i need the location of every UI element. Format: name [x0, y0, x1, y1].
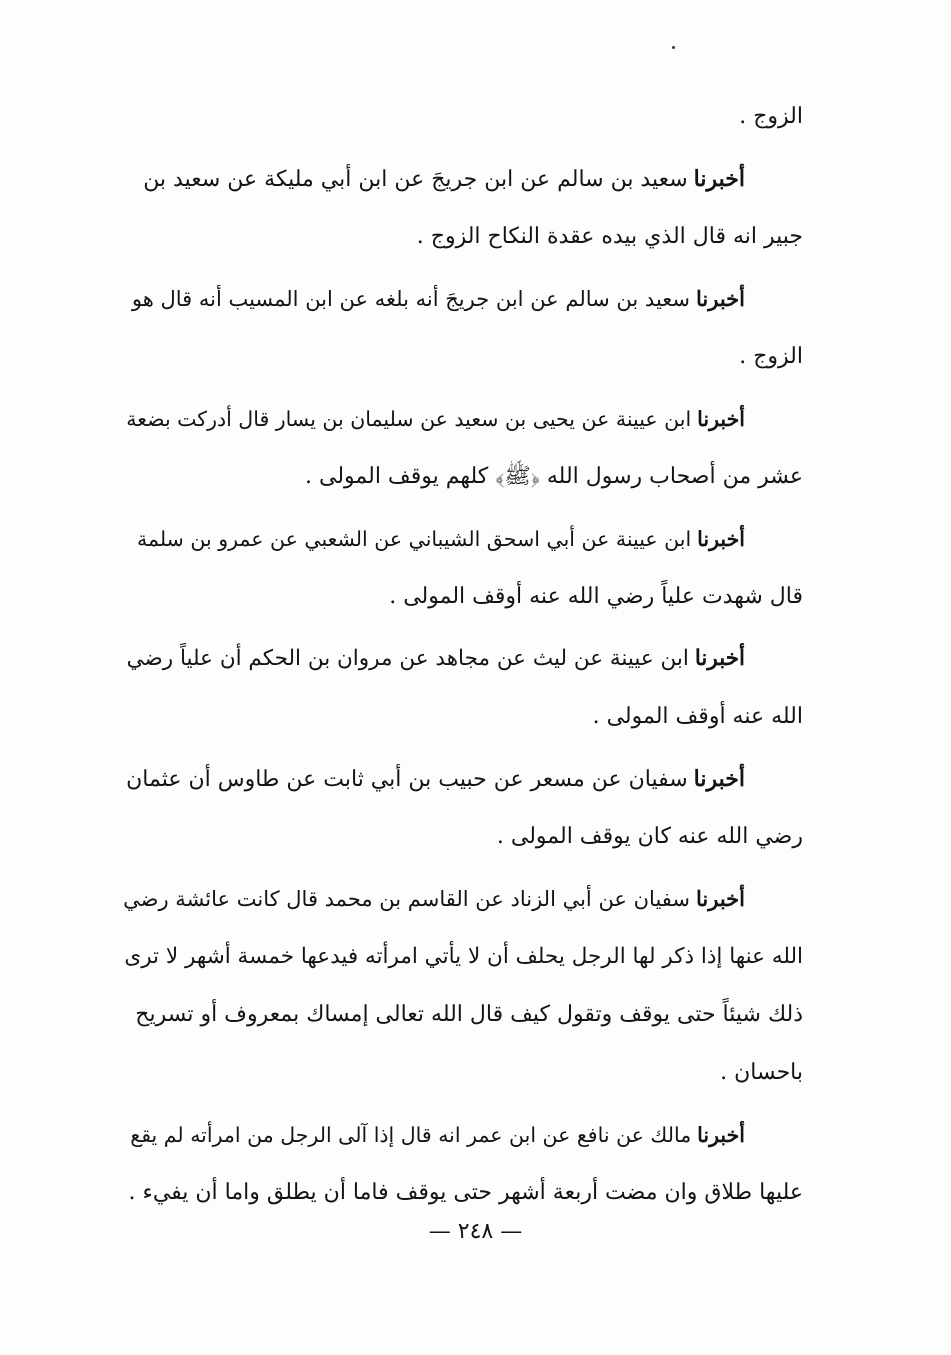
line-text: عشر من أصحاب رسول الله ﴿ﷺ﴾ كلهم يوقف المولى .: [305, 464, 803, 489]
hadith-paragraph: [123, 88, 803, 146]
text-line: [123, 390, 803, 448]
scan-speck: [672, 46, 675, 49]
narration-lead: أخبرنا: [696, 886, 745, 911]
hadith-paragraph: [123, 630, 803, 746]
narration-lead: أخبرنا: [693, 766, 745, 792]
hadith-paragraph: [123, 150, 803, 266]
line-text: الزوج .: [739, 344, 803, 369]
text-line: [123, 1044, 803, 1102]
text-line: [123, 88, 803, 146]
line-text: رضي الله عنه كان يوقف المولى .: [496, 824, 803, 849]
text-line: [123, 150, 803, 208]
text-line: [123, 688, 803, 746]
line-text: باحسان .: [720, 1060, 803, 1085]
hadith-paragraph: [123, 390, 803, 506]
line-text: سعيد بن سالم عن ابن جريجَ عن ابن أبي مليكة عن سعيد بن: [143, 167, 688, 192]
line-text: قال شهدت علياً رضي الله عنه أوقف المولى .: [389, 584, 803, 609]
line-text: الله عنها إذا ذكر لها الرجل يحلف أن لا يأتي امرأته فيدعها خمسة أشهر لا ترى: [124, 944, 803, 969]
hadith-paragraph: [123, 870, 803, 1102]
text-line: [123, 870, 803, 928]
text-line: [123, 630, 803, 688]
page-body: [123, 88, 803, 1222]
line-text: الله عنه أوقف المولى .: [592, 704, 803, 729]
narration-lead: أخبرنا: [693, 166, 745, 192]
text-line: [123, 928, 803, 986]
text-line: [123, 986, 803, 1044]
hadith-paragraph: [123, 510, 803, 626]
line-text: عليها طلاق وان مضت أربعة أشهر حتى يوقف فاما أن يطلق واما أن يفيء .: [128, 1180, 803, 1205]
line-text: جبير انه قال الذي بيده عقدة النكاح الزوج .: [416, 224, 803, 249]
line-text: مالك عن نافع عن ابن عمر انه قال إذا آلى الرجل من امرأته لم يقع: [130, 1123, 692, 1147]
line-text: الزوج .: [739, 104, 803, 129]
text-line: [123, 808, 803, 866]
text-line: [123, 270, 803, 328]
text-line: [123, 568, 803, 626]
line-text: ابن عيينة عن ليث عن مجاهد عن مروان بن الحكم أن علياً رضي: [126, 646, 689, 671]
narration-lead: أخبرنا: [697, 1123, 745, 1147]
narration-lead: أخبرنا: [694, 646, 745, 671]
narration-lead: أخبرنا: [696, 286, 745, 311]
line-text: سفيان عن أبي الزناد عن القاسم بن محمد قال كانت عائشة رضي: [123, 887, 691, 911]
text-line: [123, 208, 803, 266]
line-text: ابن عيينة عن يحيى بن سعيد عن سليمان بن يسار قال أدركت بضعة: [126, 407, 692, 431]
narration-lead: أخبرنا: [697, 527, 745, 551]
line-text: ابن عيينة عن أبي اسحق الشيباني عن الشعبي عن عمرو بن سلمة: [137, 527, 692, 551]
hadith-paragraph: [123, 750, 803, 866]
text-line: [123, 328, 803, 386]
line-text: سفيان عن مسعر عن حبيب بن أبي ثابت عن طاوس أن عثمان: [126, 767, 688, 792]
narration-lead: أخبرنا: [697, 407, 745, 431]
text-line: [123, 510, 803, 568]
page-number: — ٢٤٨ —: [428, 1219, 523, 1244]
line-text: ذلك شيئاً حتى يوقف وتقول كيف قال الله تعالى إمساك بمعروف أو تسريح: [135, 1002, 803, 1027]
text-line: [123, 750, 803, 808]
line-text: سعيد بن سالم عن ابن جريجَ أنه بلغه عن ابن المسيب أنه قال هو: [131, 287, 691, 311]
text-line: [123, 1106, 803, 1164]
hadith-paragraph: [123, 1106, 803, 1222]
text-line: [123, 448, 803, 506]
hadith-paragraph: [123, 270, 803, 386]
